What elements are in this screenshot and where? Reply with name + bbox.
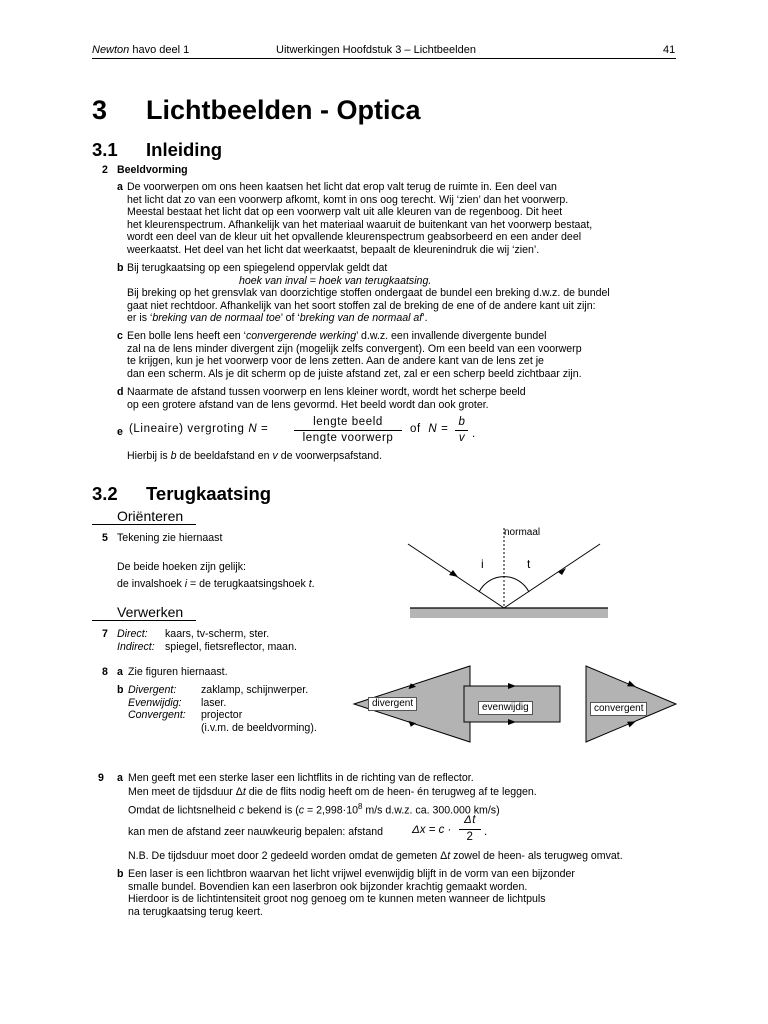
q7-direct-value: kaars, tv-scherm, ster. <box>165 628 270 640</box>
q2a-label: a <box>117 181 123 193</box>
magnification-formula-label: (Lineaire) vergroting N = <box>129 423 269 435</box>
q9b-label: b <box>117 868 124 880</box>
angle-t-label: t <box>527 557 531 571</box>
q7-indirect-value: spiegel, fietsreflector, maan. <box>165 640 297 653</box>
q9a-line: kan men de afstand zeer nauwkeurig bepalen: afstand <box>128 826 384 838</box>
formula-v: v <box>458 432 466 444</box>
header-book-title: Newton havo deel 1 <box>92 44 190 56</box>
q2c-line: dan een scherm. Als je dit scherm op de juiste afstand zet, zal er een scherp beeld zichtbaar zijn. <box>127 367 582 380</box>
q2a-line: het licht dat zo van een voorwerp afkomt, komt in ons oog terecht. Wij ‘zien’ dan het voorwerp. <box>127 193 569 206</box>
formula-denominator: lengte voorwerp <box>302 432 394 444</box>
chapter-number: 3 <box>92 95 108 125</box>
q9b-line: smalle bundel. Bovendien kan een laserbron ook bijzonder krachtig gemaakt worden. <box>128 880 528 893</box>
distance-formula-num: Δt <box>463 814 477 826</box>
q2a-line: Meestal bestaat het licht dat op een voorwerp valt uit alle kleuren van de regenboog. Dit heet <box>127 206 563 219</box>
q9b-line: Hierdoor is de lichtintensiteit groot nog genoeg om te kunnen meten wanneer de lichtpuls <box>128 893 546 906</box>
q8b-term: Convergent: <box>128 709 186 722</box>
q2b-label: b <box>117 262 124 274</box>
fraction-bar <box>459 829 481 830</box>
subheading-rule <box>92 620 196 621</box>
q7-direct-label: Direct: <box>117 628 148 640</box>
section-3-1-title: Inleiding <box>146 139 223 160</box>
convergent-label: convergent <box>590 702 647 716</box>
q8b-value: laser. <box>201 696 227 709</box>
reflected-ray <box>504 544 600 608</box>
formula-b: b <box>458 416 466 428</box>
q5-number: 5 <box>102 532 108 544</box>
section-3-2-title: Terugkaatsing <box>146 483 272 504</box>
divergent-label: divergent <box>368 697 417 711</box>
q2c-line: te krijgen, kun je het voorwerp voor de lens zetten. Aan de andere kant van de lens zet je <box>127 355 544 368</box>
header-rule <box>92 58 676 59</box>
subheading-rule <box>92 524 196 525</box>
q8b-value: zaklamp, schijnwerper. <box>201 684 309 696</box>
q8b-term: Divergent: <box>128 684 177 696</box>
angle-i-label: i <box>481 557 484 571</box>
q5-line: de invalshoek i = de terugkaatsingshoek t. <box>117 578 315 590</box>
fraction-bar <box>455 430 468 431</box>
q2-number: 2 <box>102 164 108 176</box>
q2e-explanation: Hierbij is b de beeldafstand en v de voorwerpsafstand. <box>127 450 383 462</box>
formula-numerator: lengte beeld <box>313 416 383 428</box>
q2b-line: Bij breking op het grensvlak van doorzichtige stoffen ondergaat de bundel een breking d.w.z. de bundel <box>127 287 610 300</box>
q2c-label: c <box>117 330 123 342</box>
incident-arrow-icon <box>449 570 458 577</box>
q2-title: Beeldvorming <box>117 164 188 176</box>
mirror-surface <box>410 608 608 618</box>
q8b-value: (i.v.m. de beeldvorming). <box>201 721 317 734</box>
q8b-label: b <box>117 684 124 696</box>
q2d-line: Naarmate de afstand tussen voorwerp en lens kleiner wordt, wordt het scherpe beeld <box>127 386 526 398</box>
section-3-2-number: 3.2 <box>92 483 118 504</box>
q9b-line: Een laser is een lichtbron waarvan het licht vrijwel evenwijdig blijft in de vorm van een bijzonder <box>128 868 575 880</box>
q7-number: 7 <box>102 628 108 640</box>
q2d-line: op een grotere afstand van de lens gevormd. Het beeld wordt dan ook groter. <box>127 398 489 411</box>
distance-formula-den: 2 <box>466 831 474 843</box>
fraction-bar <box>294 430 402 431</box>
reflection-law: hoek van inval = hoek van terugkaatsing. <box>239 274 432 287</box>
q9b-line: na terugkaatsing terug keert. <box>128 905 263 918</box>
header-chapter: Uitwerkingen Hoofdstuk 3 – Lichtbeelden <box>276 44 476 56</box>
distance-formula-lhs: Δx = c · <box>412 824 452 836</box>
q2a-line: De voorwerpen om ons heen kaatsen het licht dat erop valt terug de ruimte in. Een deel van <box>127 181 557 193</box>
page-number: 41 <box>663 44 676 56</box>
q8b-term: Evenwijdig: <box>128 696 182 709</box>
q2e-label: e <box>117 426 123 438</box>
q8b-value: projector <box>201 709 243 722</box>
q2a-line: weerkaatst. Het deel van het licht dat weerkaatst, bepaalt de kleurenindruk die wij ‘zien’. <box>127 244 540 256</box>
q2c-line: Een bolle lens heeft een ‘convergerende werking’ d.w.z. een invallende divergente bundel <box>127 330 547 342</box>
q8a-text: Zie figuren hiernaast. <box>128 666 228 678</box>
q2b-line: er is ‘breking van de normaal toe’ of ‘breking van de normaal af’. <box>127 312 428 325</box>
q2a-line: het kleurenspectrum. Afhankelijk van het materiaal waaruit de buitenkant van het voorwerp bestaat, <box>127 218 593 231</box>
q9a-line: Men meet de tijdsduur Δt die de flits nodig heeft om de heen- én terugweg af te leggen. <box>128 786 537 798</box>
q9a-label: a <box>117 772 123 784</box>
q2a-line: wordt een deel van de kleur uit het opvallende kleurenspectrum geabsorbeerd en een ander deel <box>127 231 582 244</box>
formula-dot: . <box>484 826 488 838</box>
q9-number: 9 <box>98 772 104 784</box>
q9a-note: N.B. De tijdsduur moet door 2 gedeeld worden omdat de gemeten Δt zowel de heen- als terugweg omvat. <box>128 850 623 862</box>
q2b-line: gaat niet rechtdoor. Afhankelijk van het soort stoffen zal de breking de ene of de andere kant uit zijn: <box>127 299 596 312</box>
q2d-label: d <box>117 386 124 398</box>
formula-alt-label: of N = <box>410 423 449 435</box>
q5-text: Tekening zie hiernaast <box>117 532 223 544</box>
chapter-title: Lichtbeelden - Optica <box>146 95 421 125</box>
q9a-line: Men geeft met een sterke laser een lichtflits in de richting van de reflector. <box>128 772 474 784</box>
q2b-line: Bij terugkaatsing op een spiegelend oppervlak geldt dat <box>127 262 388 274</box>
normal-label: normaal <box>504 527 541 538</box>
subheading-verwerken: Verwerken <box>117 604 184 620</box>
formula-dot: . <box>472 428 476 440</box>
q8-number: 8 <box>102 666 108 678</box>
evenwijdig-label: evenwijdig <box>478 701 533 715</box>
q9a-line: Omdat de lichtsnelheid c bekend is ($c = 2,998\cdot 10^8$ m/s d.w.z. ca. 300.000 km/s) <box>128 802 500 817</box>
q8a-label: a <box>117 666 123 678</box>
q5-line: De beide hoeken zijn gelijk: <box>117 561 246 573</box>
section-3-1-number: 3.1 <box>92 139 118 160</box>
q7-indirect-label: Indirect: <box>117 640 155 653</box>
q2c-line: zal na de lens minder divergent zijn (mogelijk zelfs convergent). Om een beeld van een voorwerp <box>127 342 582 355</box>
subheading-orienteren: Oriënteren <box>117 508 184 524</box>
